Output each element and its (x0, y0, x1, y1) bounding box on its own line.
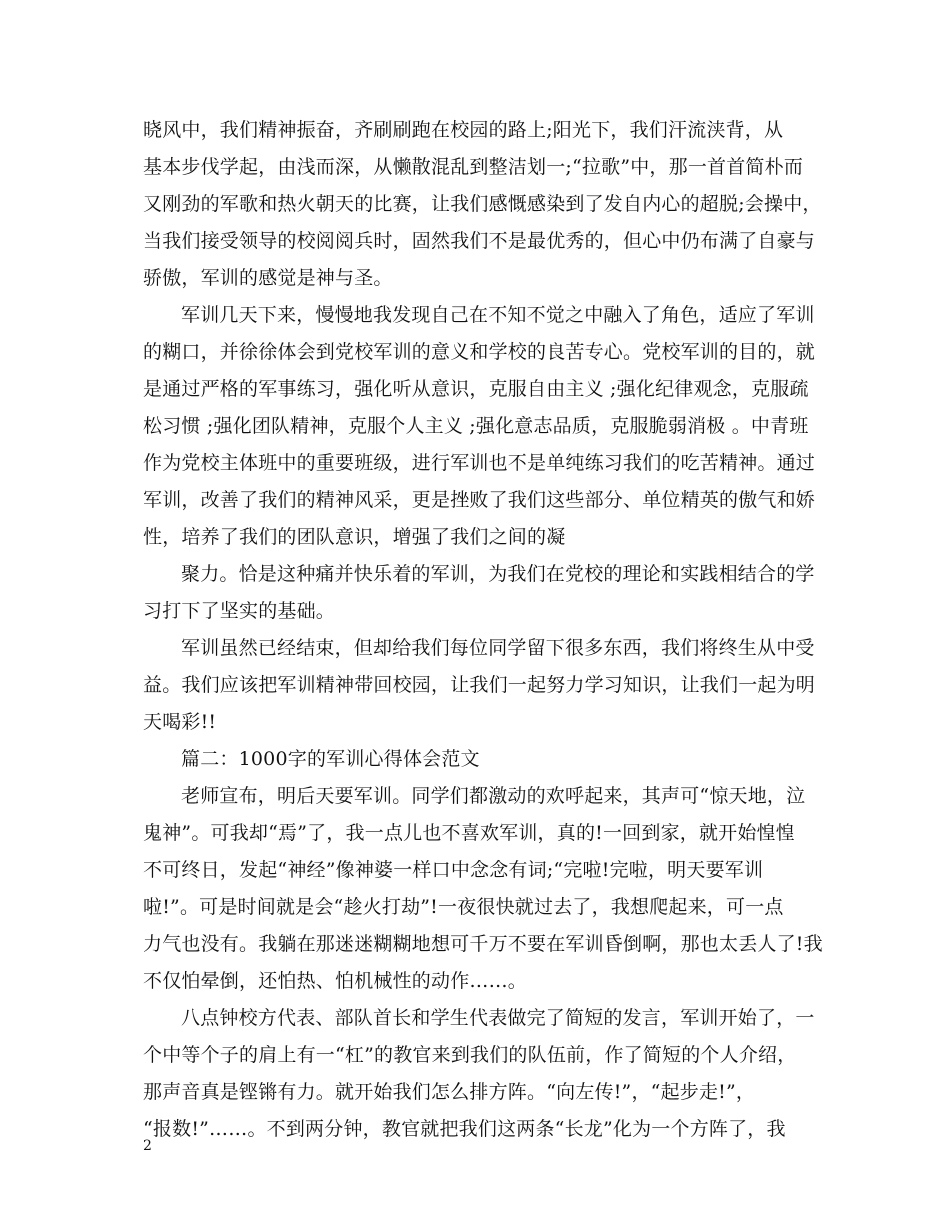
body-text (143, 112, 823, 1148)
section-heading: 篇二：1000字的军训心得体会范文 (181, 748, 480, 770)
text-line: 天喝彩!! (143, 711, 217, 733)
text-line: 力气也没有。我躺在那迷迷糊糊地想可千万不要在军训昏倒啊，那也太丢人了!我 (143, 933, 823, 955)
text-line: 的糊口，并徐徐体会到党校军训的意义和学校的良苦专心。党校军训的目的，就 (143, 341, 816, 363)
page-number: 2 (143, 1138, 152, 1154)
text-line: 不可终日，发起“神经”像神婆一样口中念念有词;“完啦!完啦，明天要军训 (143, 859, 764, 881)
paragraph-start-line: 军训虽然已经结束，但却给我们每位同学留下很多东西，我们将终生从中受 (181, 637, 815, 659)
text-line: 基本步伐学起，由浅而深，从懒散混乱到整洁划一;“拉歌”中，那一首首简朴而 (143, 156, 804, 178)
text-line: 习打下了坚实的基础。 (143, 600, 336, 622)
paragraph-start-line: 八点钟校方代表、部队首长和学生代表做完了简短的发言，军训开始了，一 (181, 1007, 815, 1029)
text-line: 军训，改善了我们的精神风采，更是挫败了我们这些部分、单位精英的傲气和娇 (143, 489, 816, 511)
text-line: 鬼神”。可我却“焉”了，我一点儿也不喜欢军训，真的!一回到家，就开始惶惶 (143, 822, 795, 844)
text-line: 又刚劲的军歌和热火朝天的比赛，让我们感慨感染到了发自内心的超脱;会操中， (143, 193, 822, 215)
text-line: 当我们接受领导的校阅阅兵时，固然我们不是最优秀的，但心中仍布满了自豪与 (143, 230, 816, 252)
text-line: “报数!”……。不到两分钟，教官就把我们这两条“长龙”化为一个方阵了，我 (143, 1118, 786, 1140)
text-line: 骄傲，军训的感觉是神与圣。 (143, 267, 393, 289)
text-line: 啦!”。可是时间就是会“趁火打劫”!一夜很快就过去了，我想爬起来，可一点 (143, 896, 784, 918)
paragraph-start-line: 老师宣布，明后天要军训。同学们都激动的欢呼起来，其声可“惊天地，泣 (181, 785, 806, 807)
text-line: 性，培养了我们的团队意识，增强了我们之间的凝 (143, 526, 566, 548)
text-line: 益。我们应该把军训精神带回校园，让我们一起努力学习知识，让我们一起为明 (143, 674, 816, 696)
paragraph-start-line: 聚力。恰是这种痛并快乐着的军训，为我们在党校的理论和实践相结合的学 (181, 563, 815, 585)
text-line: 是通过严格的军事练习，强化听从意识，克服自由主义 ;强化纪律观念，克服疏 (143, 378, 809, 400)
text-line: 松习惯 ;强化团队精神，克服个人主义 ;强化意志品质，克服脆弱消极 。中青班 (143, 415, 809, 437)
text-line: 不仅怕晕倒，还怕热、怕机械性的动作……。 (143, 970, 528, 992)
paragraph-start-line: 军训几天下来，慢慢地我发现自己在不知不觉之中融入了角色，适应了军训 (181, 304, 815, 326)
text-line: 个中等个子的肩上有一“杠”的教官来到我们的队伍前，作了简短的个人介绍， (143, 1044, 797, 1066)
text-line: 晓风中，我们精神振奋，齐刷刷跑在校园的路上;阳光下，我们汗流浃背，从 (143, 119, 784, 141)
text-line: 作为党校主体班中的重要班级，进行军训也不是单纯练习我们的吃苦精神。通过 (143, 452, 816, 474)
text-line: 那声音真是铿锵有力。就开始我们怎么排方阵。“向左传!”，“起步走!”， (143, 1081, 756, 1103)
